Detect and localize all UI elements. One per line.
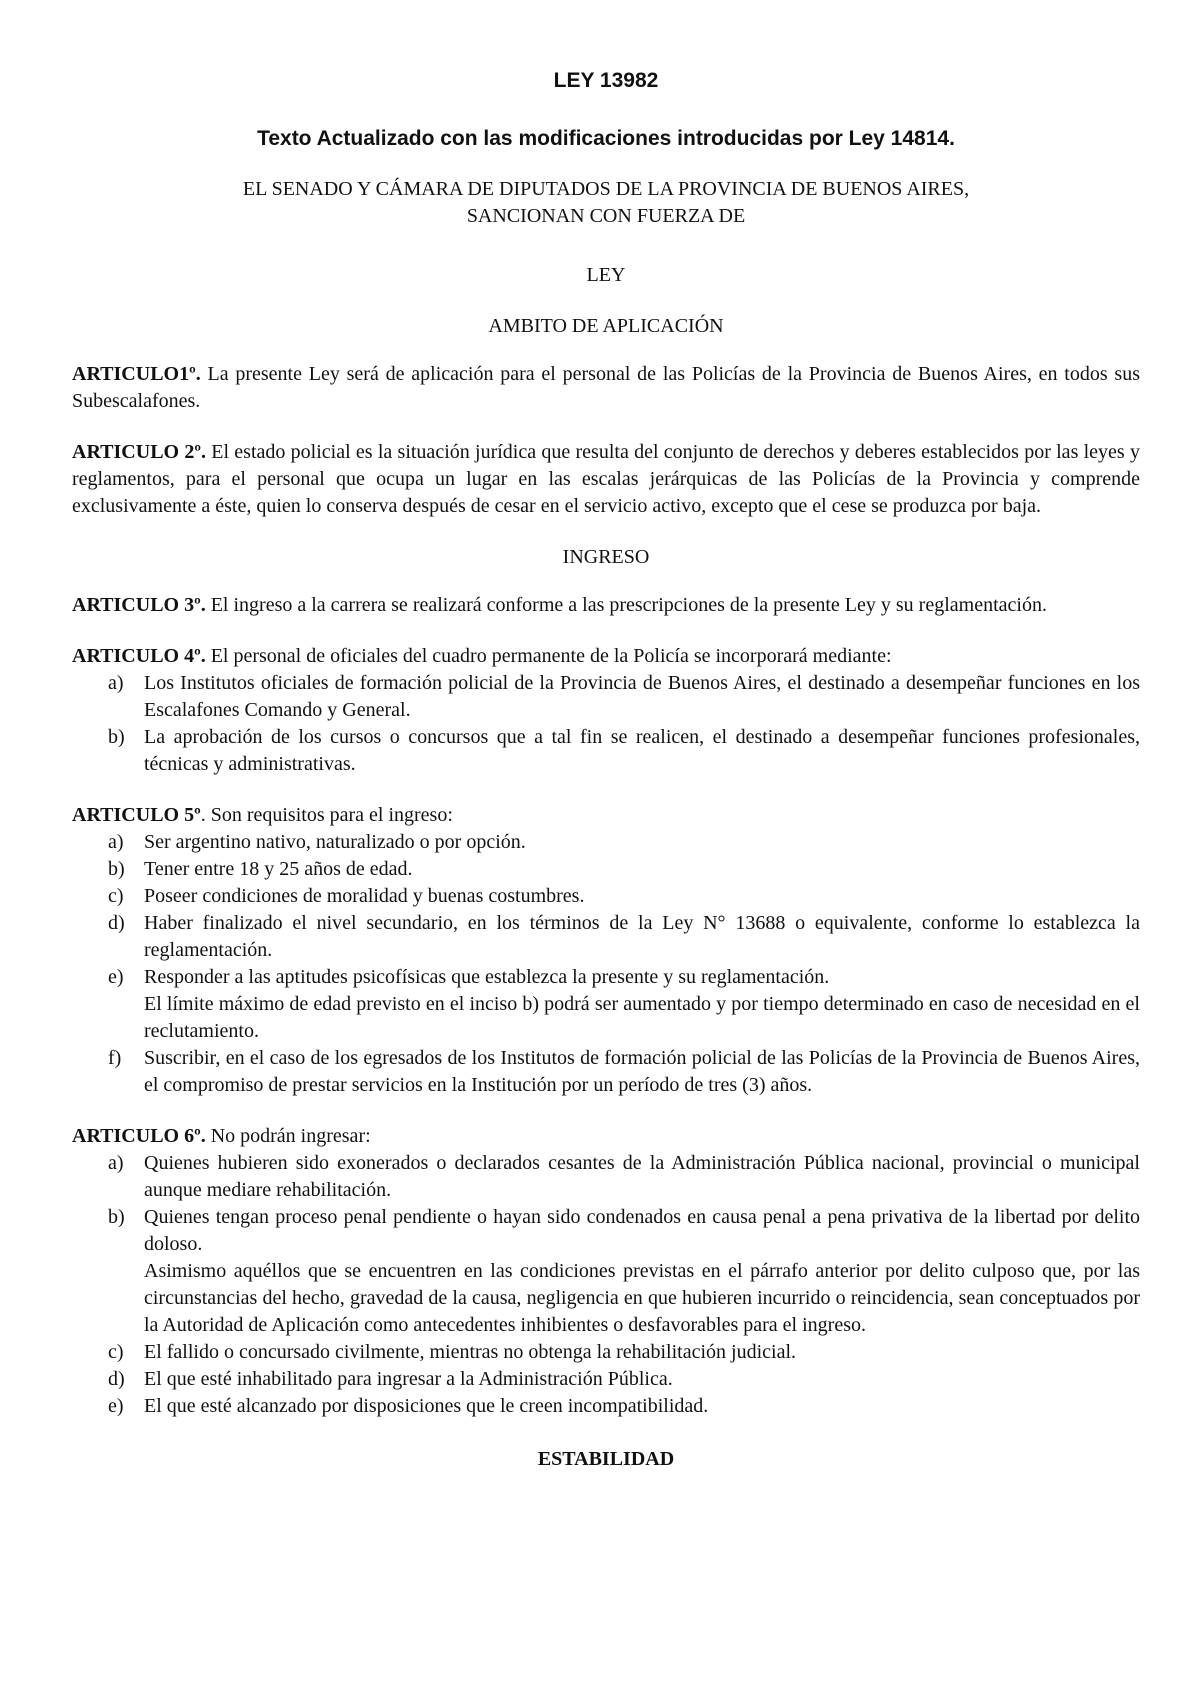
list-item-label: e) [108, 1395, 124, 1417]
list-item [72, 829, 1140, 856]
list-item [72, 964, 1140, 991]
article-5-list [72, 829, 1140, 991]
article-4-text: El personal de oficiales del cuadro permanente de la Policía se incorporará mediante: [205, 645, 892, 667]
list-item-label: b) [108, 1206, 125, 1228]
list-item-label: f) [108, 1047, 122, 1069]
article-3-heading: ARTICULO 3º. [72, 594, 206, 616]
list-item [72, 1393, 1140, 1420]
article-4-list [72, 670, 1140, 778]
ley-heading: LEY [586, 264, 626, 286]
article-6 [72, 1123, 1140, 1420]
list-item-text: Ser argentino nativo, naturalizado o por opción. [144, 831, 526, 853]
list-item-text: Poseer condiciones de moralidad y buenas costumbres. [144, 885, 585, 907]
article-3-text: El ingreso a la carrera se realizará conforme a las prescripciones de la presente Ley y su reglamentación. [205, 594, 1047, 616]
article-4 [72, 643, 1140, 778]
list-item-text: El que esté inhabilitado para ingresar a la Administración Pública. [144, 1368, 673, 1390]
list-item-text: Responder a las aptitudes psicofísicas que establezca la presente y su reglamentación. [144, 966, 830, 988]
list-item-label: c) [108, 885, 124, 907]
list-item-text: El que esté alcanzado por disposiciones que le creen incompatibilidad. [144, 1395, 709, 1417]
list-item-text: Los Institutos oficiales de formación policial de la Provincia de Buenos Aires, el destinado a desempeñar funciones en los Escalafones Comando y General. [144, 672, 1140, 721]
list-item-text: Tener entre 18 y 25 años de edad. [144, 858, 413, 880]
list-item [72, 670, 1140, 724]
article-1 [72, 361, 1140, 415]
document-title: LEY 13982 [553, 69, 659, 92]
list-item-label: a) [108, 1152, 124, 1174]
article-6-text: No podrán ingresar: [205, 1125, 371, 1147]
article-4-intro [72, 643, 1140, 670]
list-item-text: Haber finalizado el nivel secundario, en los términos de la Ley N° 13688 o equivalente, conforme lo establezca la reglamentación. [144, 912, 1140, 961]
article-2-heading: ARTICULO 2º. [72, 441, 206, 463]
list-item-label: d) [108, 912, 125, 934]
list-item [72, 1339, 1140, 1366]
list-item-text: La aprobación de los cursos o concursos que a tal fin se realicen, el destinado a desempeñar funciones profesionales, técnicas y administrativas. [144, 726, 1140, 775]
list-item [72, 910, 1140, 964]
enacting-clause [72, 176, 1140, 230]
list-item-label: e) [108, 966, 124, 988]
document-page [72, 68, 1140, 1473]
list-item-label: b) [108, 858, 125, 880]
list-item-text: Suscribir, en el caso de los egresados de los Institutos de formación policial de las Policías de la Provincia de Buenos Aires, el compromiso de prestar servicios en la Institución por un período de tres (3) años. [144, 1047, 1140, 1096]
article-1-text: La presente Ley será de aplicación para el personal de las Policías de la Provincia de Buenos Aires, en todos sus Subescalafones. [72, 363, 1140, 412]
list-item-label: d) [108, 1368, 125, 1390]
enacting-clause-line2: SANCIONAN CON FUERZA DE [466, 205, 746, 227]
list-item-label: a) [108, 831, 124, 853]
list-item [72, 1204, 1140, 1258]
article-6-list [72, 1150, 1140, 1258]
article-2-text: El estado policial es la situación jurídica que resulta del conjunto de derechos y deberes establecidos por las leyes y reglamentos, para el personal que ocupa un lugar en las escalas jerárquicas de las Policías de la Provincia y comprende exclusivamente a éste, quien lo conserva después de cesar en el servicio activo, excepto que el cese se produzca por baja. [72, 441, 1140, 517]
list-item [72, 1045, 1140, 1099]
article-3 [72, 592, 1140, 619]
list-item [72, 1366, 1140, 1393]
list-item-label: a) [108, 672, 124, 694]
section-heading-ambito: AMBITO DE APLICACIÓN [488, 315, 724, 337]
list-item-text: El fallido o concursado civilmente, mientras no obtenga la rehabilitación judicial. [144, 1341, 797, 1363]
section-heading-estabilidad: ESTABILIDAD [537, 1448, 675, 1470]
list-item [72, 724, 1140, 778]
list-item-label: c) [108, 1341, 124, 1363]
list-item [72, 856, 1140, 883]
list-item [72, 883, 1140, 910]
list-item-text: Quienes tengan proceso penal pendiente o hayan sido condenados en causa penal a pena privativa de la libertad por delito doloso. [144, 1206, 1140, 1255]
document-subtitle: Texto Actualizado con las modificaciones introducidas por Ley 14814. [257, 127, 955, 150]
enacting-clause-line1: EL SENADO Y CÁMARA DE DIPUTADOS DE LA PROVINCIA DE BUENOS AIRES, [242, 178, 970, 200]
article-6-intro [72, 1123, 1140, 1150]
article-5-note: El límite máximo de edad previsto en el inciso b) podrá ser aumentado y por tiempo determinado en caso de necesidad en el reclutamiento. [144, 993, 1140, 1042]
article-6-list-rest [72, 1339, 1140, 1420]
article-5-intro [72, 802, 1140, 829]
list-item-label: b) [108, 726, 125, 748]
article-6-heading: ARTICULO 6º. [72, 1125, 206, 1147]
list-item-text: Quienes hubieren sido exonerados o declarados cesantes de la Administración Pública nacional, provincial o municipal aunque mediare rehabilitación. [144, 1152, 1140, 1201]
article-5 [72, 802, 1140, 1099]
section-heading-ingreso: INGRESO [562, 546, 650, 568]
list-item [72, 1150, 1140, 1204]
article-2 [72, 439, 1140, 520]
article-6-note: Asimismo aquéllos que se encuentren en las condiciones previstas en el párrafo anterior por delito culposo que, por las circunstancias del hecho, gravedad de la causa, negligencia en que hubieren incurrido o reincidencia, sean conceptuados por la Autoridad de Aplicación como antecedentes inhibientes o desfavorables para el ingreso. [144, 1260, 1140, 1336]
article-5-heading: ARTICULO 5º [72, 804, 201, 826]
article-1-heading: ARTICULO1º. [72, 363, 201, 385]
article-5-list-f [72, 1045, 1140, 1099]
article-5-text: . Son requisitos para el ingreso: [200, 804, 453, 826]
article-4-heading: ARTICULO 4º. [72, 645, 206, 667]
